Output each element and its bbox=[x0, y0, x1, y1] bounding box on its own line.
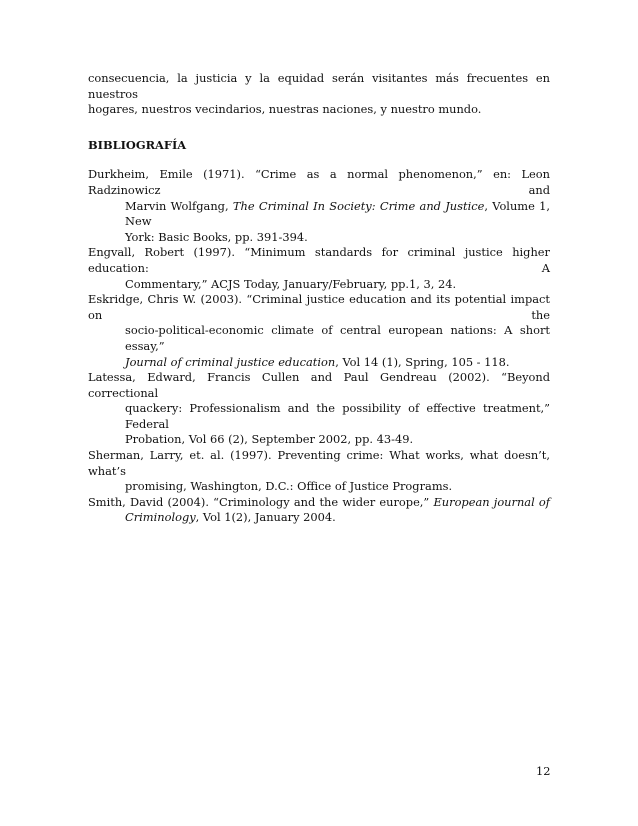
reference-line bbox=[88, 199, 550, 230]
reference-line: Eskridge, Chris W. (2003). “Criminal justice education and its potential impact on the bbox=[88, 292, 550, 322]
reference-entry-eskridge bbox=[88, 292, 550, 370]
reference-entry-smith bbox=[88, 495, 550, 526]
reference-title: European journal of bbox=[433, 494, 550, 509]
reference-entry-sherman bbox=[88, 448, 550, 495]
reference-line: Probation, Vol 66 (2), September 2002, pp. 43-49. bbox=[125, 432, 414, 447]
reference-line bbox=[88, 510, 550, 526]
page-number: 12 bbox=[536, 764, 551, 778]
reference-line: quackery: Professionalism and the possibility of effective treatment,” Federal bbox=[125, 401, 550, 431]
reference-title: Criminology bbox=[125, 510, 196, 525]
reference-text: , Vol 1(2), January 2004. bbox=[195, 510, 336, 525]
reference-entry-engvall bbox=[88, 245, 550, 292]
intro-line: consecuencia, la justicia y la equidad serán visitantes más frecuentes en nuestros bbox=[88, 71, 550, 101]
reference-line bbox=[88, 495, 550, 511]
reference-line: Latessa, Edward, Francis Cullen and Paul Gendreau (2002). “Beyond correctional bbox=[88, 370, 550, 400]
reference-text: Marvin Wolfgang, bbox=[125, 198, 233, 213]
page-content bbox=[88, 71, 550, 526]
bibliography-heading: BIBLIOGRAFÍA bbox=[88, 137, 187, 152]
reference-line: York: Basic Books, pp. 391-394. bbox=[125, 229, 308, 244]
reference-line: Engvall, Robert (1997). “Minimum standards for criminal justice higher education: A bbox=[88, 245, 550, 275]
reference-line: Durkheim, Emile (1971). “Crime as a normal phenomenon,” en: Leon Radzinowicz and bbox=[88, 167, 550, 197]
reference-title: Journal of criminal justice education bbox=[125, 354, 336, 369]
reference-text: , Vol 14 (1), Spring, 105 - 118. bbox=[335, 354, 510, 369]
intro-line: hogares, nuestros vecindarios, nuestras naciones, y nuestro mundo. bbox=[88, 102, 482, 117]
reference-entry-latessa bbox=[88, 370, 550, 448]
reference-line bbox=[88, 355, 550, 371]
reference-line: socio-political-economic climate of central european nations: A short essay,” bbox=[125, 323, 550, 353]
reference-title: The Criminal In Society: Crime and Justice bbox=[232, 198, 485, 213]
intro-paragraph bbox=[88, 71, 550, 118]
reference-text: , Volume 1, New bbox=[125, 198, 550, 229]
reference-entry-durkheim bbox=[88, 167, 550, 245]
reference-line: Sherman, Larry, et. al. (1997). Preventing crime: What works, what doesn’t, what’s bbox=[88, 448, 550, 478]
reference-line: promising, Washington, D.C.: Office of Justice Programs. bbox=[125, 479, 453, 494]
reference-text: Smith, David (2004). “Criminology and the wider europe,” bbox=[88, 494, 434, 509]
reference-line: Commentary,” ACJS Today, January/February, pp.1, 3, 24. bbox=[125, 276, 457, 291]
